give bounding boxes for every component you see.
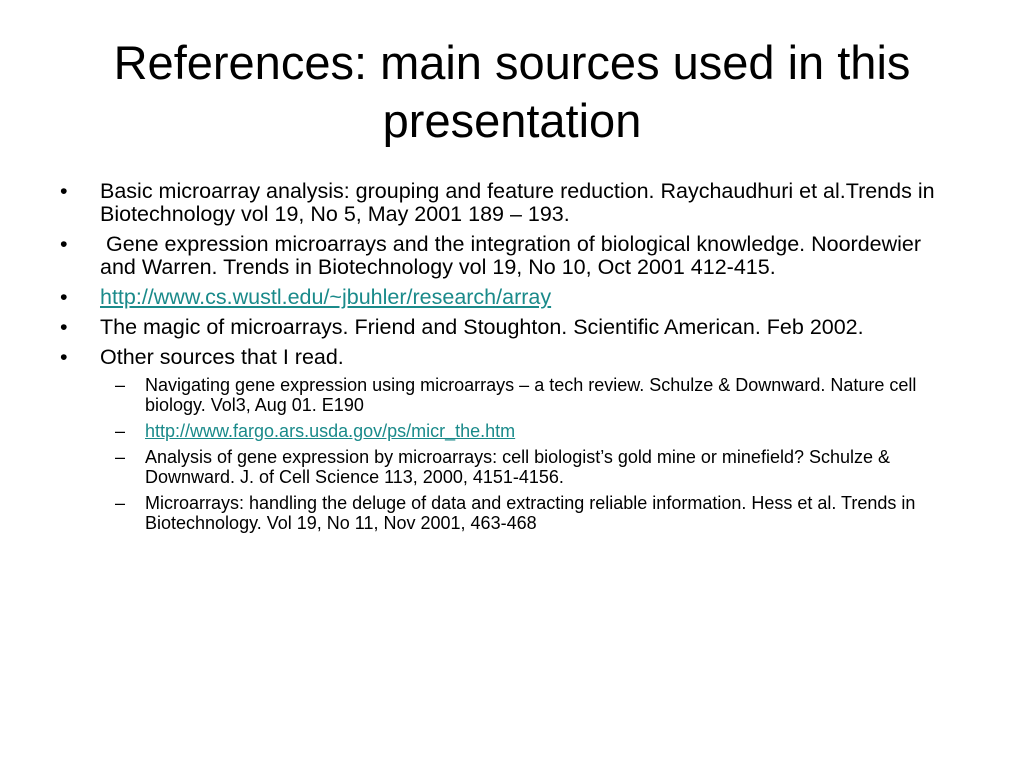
reference-item	[60, 286, 960, 309]
sub-reference-text: Microarrays: handling the deluge of data and extracting reliable information. Hess et al. Trends in Biotechnology. Vol 19, No 11, Nov 2001, 463-468	[145, 493, 916, 533]
bullet-marker: •	[60, 232, 68, 256]
reference-text: Basic microarray analysis: grouping and feature reduction. Raychaudhuri et al.Trends in Biotechnology vol 19, No 5, May 2001 189 – 193.	[100, 179, 935, 226]
dash-marker: –	[115, 493, 126, 513]
sub-reference-text: Analysis of gene expression by microarrays: cell biologist’s gold mine or minefield? Schulze & Downward. J. of Cell Science 113, 2000, 4151-4156.	[145, 447, 891, 487]
reference-item	[60, 316, 960, 339]
reference-item	[60, 346, 960, 533]
dash-marker: –	[115, 421, 126, 441]
reference-text: Other sources that I read.	[100, 345, 344, 369]
reference-link[interactable]: http://www.cs.wustl.edu/~jbuhler/research/array	[100, 285, 552, 309]
dash-marker: –	[115, 447, 126, 467]
sub-reference-text: Navigating gene expression using microarrays – a tech review. Schulze & Downward. Nature cell biology. Vol3, Aug 01. E190	[145, 375, 917, 415]
sub-reference-list	[100, 375, 960, 533]
reference-text: Gene expression microarrays and the integration of biological knowledge. Noordewier and Warren. Trends in Biotechnology vol 19, No 10, Oct 2001 412-415.	[100, 232, 928, 279]
sub-reference-item	[100, 421, 960, 441]
slide-title: References: main sources used in this presentation	[113, 36, 911, 147]
bullet-marker: •	[60, 315, 68, 339]
sub-reference-link[interactable]: http://www.fargo.ars.usda.gov/ps/micr_the.htm	[145, 421, 516, 441]
sub-reference-item	[100, 493, 960, 533]
reference-item	[60, 180, 960, 226]
reference-text: The magic of microarrays. Friend and Stoughton. Scientific American. Feb 2002.	[100, 315, 864, 339]
dash-marker: –	[115, 375, 126, 395]
reference-list	[60, 180, 960, 533]
sub-reference-item	[100, 447, 960, 487]
reference-item	[60, 233, 960, 279]
sub-reference-item	[100, 375, 960, 415]
bullet-marker: •	[60, 345, 68, 369]
slide-body	[60, 180, 960, 540]
bullet-marker: •	[60, 179, 68, 203]
bullet-marker: •	[60, 285, 68, 309]
